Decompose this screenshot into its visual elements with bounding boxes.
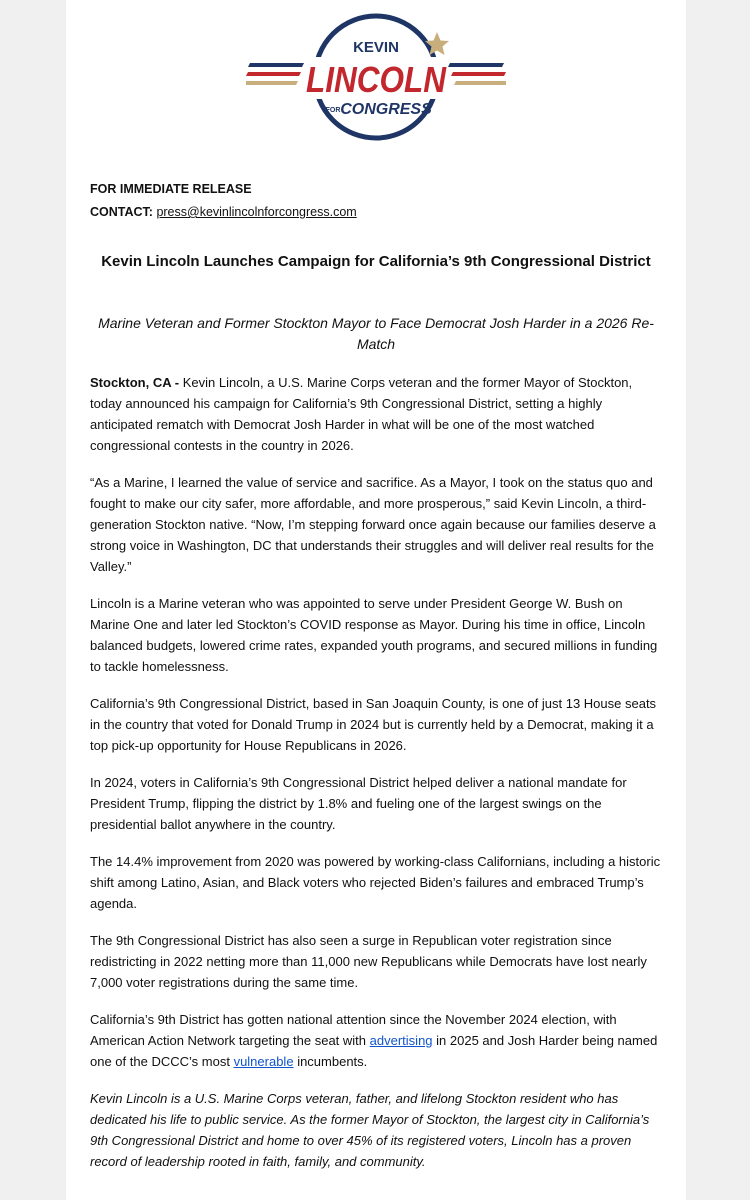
logo-office: CONGRESS [340, 101, 432, 118]
release-line [90, 181, 252, 197]
paragraph-5: In 2024, voters in California’s 9th Congressional District helped deliver a national mandate for President Trump, flipping the district by 1.8% and fueling one of the largest swings on the presidential ballot anywhere in the country. [90, 775, 627, 832]
email-page [66, 0, 686, 1200]
logo-last-name: LINCOLN [306, 59, 447, 100]
paragraph-8 [90, 1009, 664, 1072]
article-body [90, 372, 664, 1188]
candidate-bio: Kevin Lincoln is a U.S. Marine Corps veteran, father, and lifelong Stockton resident who has dedicated his life to public service. As the former Mayor of Stockton, the largest city in California’s 9th Congressional District and home to over 45% of its registered voters, Lincoln has a proven record of leadership rooted in faith, family, and community. [90, 1091, 650, 1169]
contact-line [90, 204, 357, 220]
logo-right-stripes [448, 63, 506, 85]
paragraph-8-text-a: California’s 9th District has gotten national attention since the November 2024 election, with American Action Network targeting the seat with [90, 1012, 617, 1048]
contact-email-link[interactable]: press@kevinlincolnforcongress.com [156, 205, 357, 219]
immediate-release-label: FOR IMMEDIATE RELEASE [90, 182, 252, 196]
paragraph-1 [90, 372, 664, 456]
vulnerable-link[interactable]: vulnerable [233, 1054, 294, 1069]
campaign-logo [66, 0, 686, 150]
subheadline: Marine Veteran and Former Stockton Mayor to Face Democrat Josh Harder in a 2026 Re-Match [98, 315, 654, 352]
star-icon [425, 32, 449, 55]
advertising-link[interactable]: advertising [369, 1033, 433, 1048]
logo-graphic [246, 10, 506, 145]
paragraph-1-text: Kevin Lincoln, a U.S. Marine Corps veteran and the former Mayor of Stockton, today announced his campaign for California’s 9th Congressional District, setting a highly anticipated rematch with Democrat Josh Harder in what will be one of the most watched congressional contests in the country in 2026. [90, 375, 633, 453]
paragraph-8-text-b: in 2025 and Josh Harder being named one of the DCCC’s most [90, 1033, 658, 1069]
logo-left-stripes [246, 63, 304, 85]
paragraph-2: “As a Marine, I learned the value of service and sacrifice. As a Mayor, I took on the status quo and fought to make our city safer, more affordable, and more prosperous,” said Kevin Lincoln, a third-generation Stockton native. “Now, I’m stepping forward once again because our families deserve a strong voice in Washington, DC that understands their struggles and will deliver real results for the Valley.” [90, 475, 656, 574]
paragraph-7: The 9th Congressional District has also seen a surge in Republican voter registration since redistricting in 2022 netting more than 11,000 new Republicans while Democrats have lost nearly 7,000 voter registrations during the same time. [90, 933, 647, 990]
dateline: Stockton, CA - [90, 375, 180, 390]
logo-for-label: FOR [325, 107, 341, 114]
contact-label: CONTACT: [90, 205, 153, 219]
paragraph-8-text-c: incumbents. [297, 1054, 368, 1069]
paragraph-4: California’s 9th Congressional District, based in San Joaquin County, is one of just 13 House seats in the country that voted for Donald Trump in 2024 but is currently held by a Democrat, making it a top pick-up opportunity for House Republicans in 2026. [90, 696, 657, 753]
paragraph-3: Lincoln is a Marine veteran who was appointed to serve under President George W. Bush on Marine One and later led Stockton’s COVID response as Mayor. During his time in office, Lincoln balanced budgets, lowered crime rates, expanded youth programs, and secured millions in funding to tackle homelessness. [90, 596, 658, 674]
paragraph-6: The 14.4% improvement from 2020 was powered by working-class Californians, including a historic shift among Latino, Asian, and Black voters who rejected Biden’s failures and embraced Trump’s agenda. [90, 854, 661, 911]
logo-first-name: KEVIN [353, 39, 399, 56]
headline: Kevin Lincoln Launches Campaign for California’s 9th Congressional District [101, 253, 651, 270]
